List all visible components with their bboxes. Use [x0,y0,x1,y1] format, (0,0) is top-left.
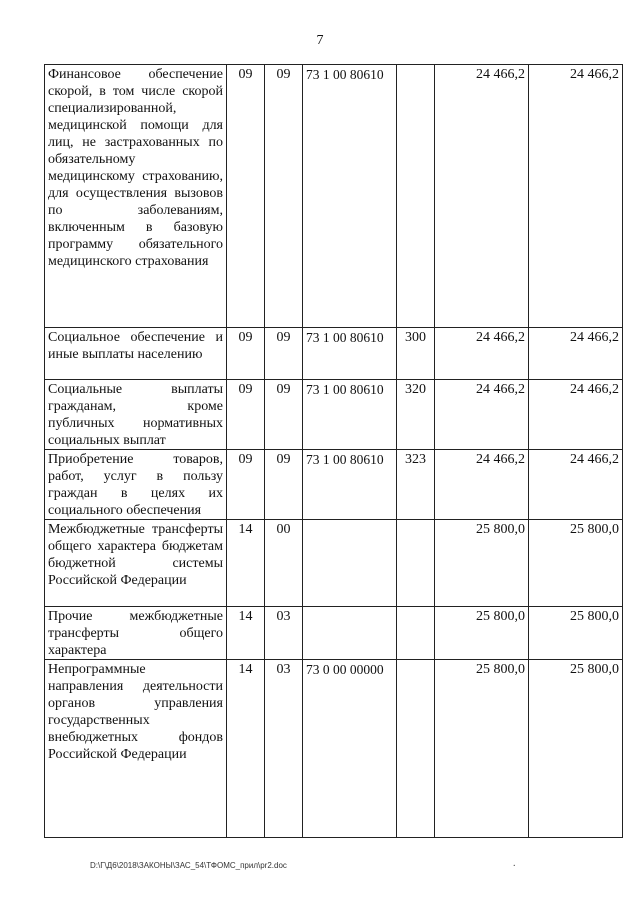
csr-cell: 73 1 00 80610 [303,65,397,328]
row-name: Социальные выплаты гражданам, кроме публичных нормативных социальных выплат [45,380,227,450]
vr-cell [397,65,435,328]
sum1-cell: 24 466,2 [435,65,529,328]
pr-cell: 09 [265,65,303,328]
sum1-cell: 24 466,2 [435,380,529,450]
budget-table [44,64,623,838]
pr-cell: 00 [265,520,303,607]
table-row [45,328,623,380]
sum2-cell: 25 800,0 [529,660,623,838]
rz-cell: 09 [227,65,265,328]
vr-cell [397,660,435,838]
rz-cell: 14 [227,660,265,838]
sum2-cell: 24 466,2 [529,65,623,328]
rz-cell: 09 [227,328,265,380]
csr-cell: 73 1 00 80610 [303,328,397,380]
rz-cell: 09 [227,450,265,520]
pr-cell: 09 [265,328,303,380]
row-name: Межбюджетные трансферты общего характера бюджетам бюджетной системы Российской Федерации [45,520,227,607]
table-row [45,660,623,838]
table-row [45,520,623,607]
sum2-cell: 25 800,0 [529,520,623,607]
pr-cell: 03 [265,607,303,660]
row-name: Приобретение товаров, работ, услуг в пользу граждан в целях их социального обеспечения [45,450,227,520]
row-name: Прочие межбюджетные трансферты общего характера [45,607,227,660]
footer-file-path: D:\Г\Д6\2018\ЗАКОНЫ\ЗАС_54\ТФОМС_прил\pr2.doc [90,861,287,870]
pr-cell: 09 [265,450,303,520]
table-row [45,380,623,450]
pr-cell: 03 [265,660,303,838]
sum1-cell: 25 800,0 [435,660,529,838]
sum1-cell: 25 800,0 [435,607,529,660]
vr-cell: 320 [397,380,435,450]
sum2-cell: 24 466,2 [529,328,623,380]
rz-cell: 14 [227,607,265,660]
pr-cell: 09 [265,380,303,450]
table-row [45,607,623,660]
sum1-cell: 24 466,2 [435,450,529,520]
rz-cell: 09 [227,380,265,450]
sum2-cell: 24 466,2 [529,380,623,450]
row-name: Непрограммные направления деятельности органов управления государственных внебюджетных фондов Российской Федерации [45,660,227,838]
csr-cell: 73 1 00 80610 [303,380,397,450]
csr-cell [303,520,397,607]
vr-cell [397,607,435,660]
vr-cell [397,520,435,607]
rz-cell: 14 [227,520,265,607]
vr-cell: 300 [397,328,435,380]
csr-cell: 73 0 00 00000 [303,660,397,838]
footer-mark: . [513,858,516,869]
csr-cell [303,607,397,660]
sum2-cell: 25 800,0 [529,607,623,660]
sum1-cell: 25 800,0 [435,520,529,607]
page-number: 7 [316,33,324,48]
row-name: Финансовое обеспечение скорой, в том числе скорой специализированной, медицинской помощи для лиц, не застрахованных по обязательному медицинскому страхованию, для осуществления вызовов по заболеваниям, включенным в базовую программу обязательного медицинского страхования [45,65,227,328]
csr-cell: 73 1 00 80610 [303,450,397,520]
sum2-cell: 24 466,2 [529,450,623,520]
table-row [45,65,623,328]
table-row [45,450,623,520]
sum1-cell: 24 466,2 [435,328,529,380]
row-name: Социальное обеспечение и иные выплаты населению [45,328,227,380]
vr-cell: 323 [397,450,435,520]
